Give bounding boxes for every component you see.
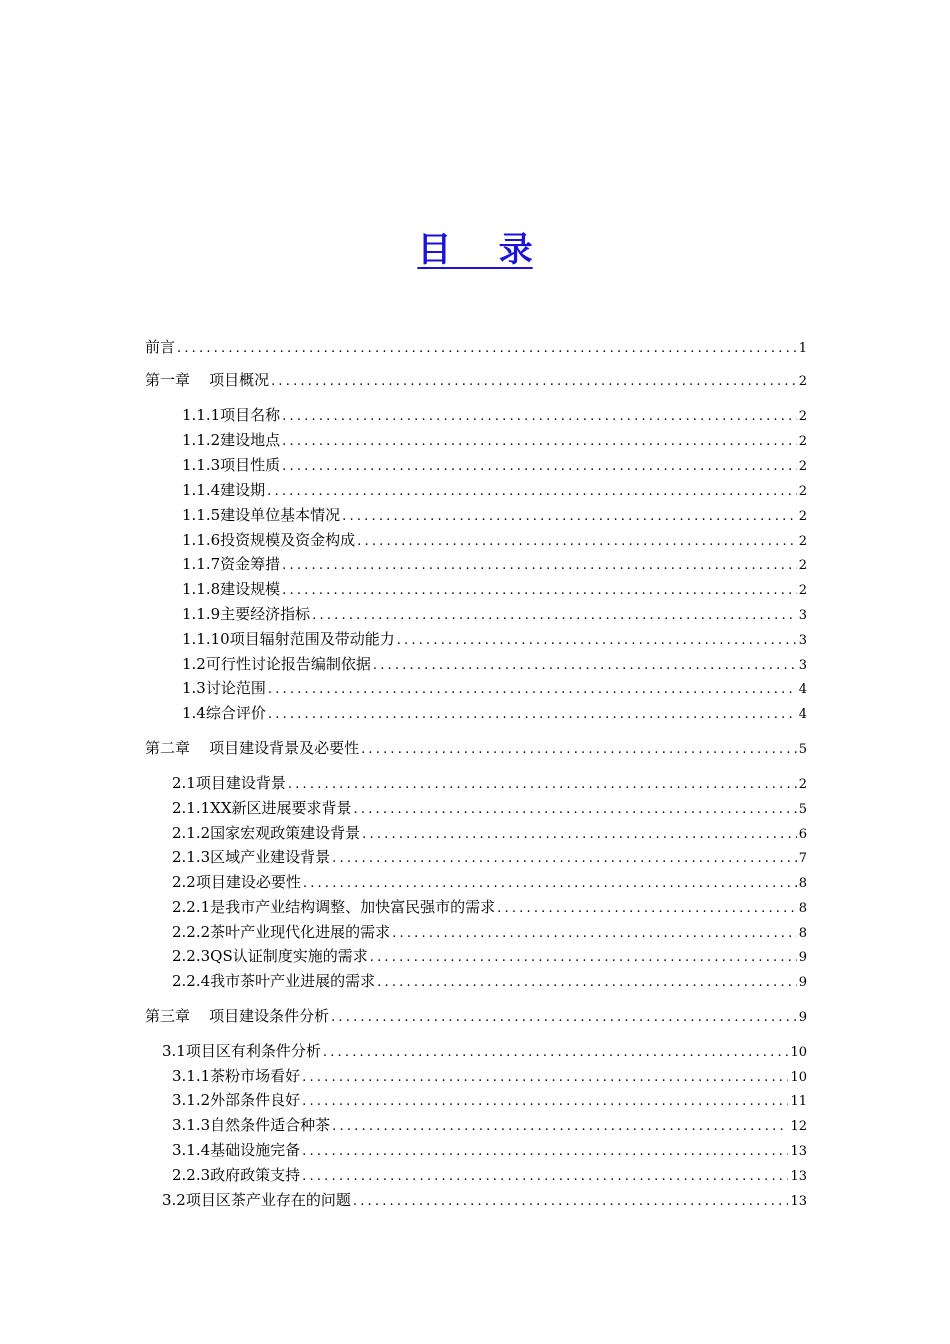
toc-entry-page: 2 xyxy=(798,409,807,424)
toc-entry[interactable] xyxy=(182,578,807,600)
dot-leader xyxy=(370,947,797,969)
toc-entry-page: 2 xyxy=(798,509,807,524)
toc-entry-page: 2 xyxy=(798,583,807,598)
toc-entry-page: 3 xyxy=(798,658,807,673)
toc-entry-label: 2.1.3区域产业建设背景 xyxy=(172,848,331,866)
toc-entry[interactable] xyxy=(172,772,807,794)
toc-entry[interactable] xyxy=(172,1065,807,1087)
toc-entry-label: 1.1.2建设地点 xyxy=(182,431,281,449)
dot-leader xyxy=(392,923,797,945)
toc-entry-page: 2 xyxy=(798,484,807,499)
dot-leader xyxy=(377,972,797,994)
toc-entry-page: 4 xyxy=(798,707,807,722)
toc-entry[interactable] xyxy=(145,369,807,391)
toc-entry[interactable] xyxy=(172,970,807,992)
page-title-text: 目 录 xyxy=(417,230,533,270)
toc-entry-page: 1 xyxy=(798,341,807,356)
toc-entry[interactable] xyxy=(182,404,807,426)
toc-entry-label: 2.2.2茶叶产业现代化进展的需求 xyxy=(172,923,391,941)
toc-entry[interactable] xyxy=(182,603,807,625)
toc-entry-label: 2.2.3政府政策支持 xyxy=(172,1166,301,1184)
toc-entry-label: 1.3讨论范围 xyxy=(182,679,266,697)
dot-leader xyxy=(177,338,797,360)
toc-entry[interactable] xyxy=(172,945,807,967)
dot-leader xyxy=(354,799,797,821)
toc-entry[interactable] xyxy=(172,921,807,943)
toc-entry-page: 3 xyxy=(798,608,807,623)
toc-entry-page: 2 xyxy=(798,534,807,549)
toc-entry[interactable] xyxy=(172,1164,807,1186)
toc-entry-label: 3.1.3自然条件适合种茶 xyxy=(172,1116,331,1134)
toc-entry-label: 2.2.3QS认证制度实施的需求 xyxy=(172,947,368,965)
toc-entry-label: 1.1.9主要经济指标 xyxy=(182,605,311,623)
toc-entry-page: 4 xyxy=(798,682,807,697)
toc-entry[interactable] xyxy=(172,846,807,868)
toc-entry-label: 第三章 项目建设条件分析 xyxy=(145,1007,330,1025)
dot-leader xyxy=(312,605,797,627)
toc-entry[interactable] xyxy=(145,336,807,358)
dot-leader xyxy=(303,873,797,895)
toc-entry-label: 第一章 项目概况 xyxy=(145,371,270,389)
dot-leader xyxy=(361,739,797,761)
toc-entry-page: 10 xyxy=(790,1070,807,1085)
toc-entry[interactable] xyxy=(182,529,807,551)
dot-leader xyxy=(302,1091,788,1113)
toc-entry-page: 8 xyxy=(798,876,807,891)
toc-entry-label: 3.1项目区有利条件分析 xyxy=(162,1042,321,1060)
toc-entry[interactable] xyxy=(172,1114,807,1136)
toc-entry-page: 2 xyxy=(798,374,807,389)
toc-entry[interactable] xyxy=(172,1139,807,1161)
dot-leader xyxy=(268,704,797,726)
toc-entry-page: 9 xyxy=(798,1010,807,1025)
toc-entry[interactable] xyxy=(182,504,807,526)
dot-leader xyxy=(271,371,797,393)
dot-leader xyxy=(323,1042,789,1064)
toc-entry-label: 2.1项目建设背景 xyxy=(172,774,286,792)
dot-leader xyxy=(282,580,797,602)
toc-entry-label: 3.1.2外部条件良好 xyxy=(172,1091,301,1109)
toc-entry-page: 6 xyxy=(798,827,807,842)
toc-entry[interactable] xyxy=(172,871,807,893)
toc-entry-label: 1.1.1项目名称 xyxy=(182,406,281,424)
dot-leader xyxy=(282,555,797,577)
toc-entry-label: 1.2可行性讨论报告编制依据 xyxy=(182,655,371,673)
toc-entry[interactable] xyxy=(172,797,807,819)
dot-leader xyxy=(302,1141,788,1163)
toc-entry-label: 1.1.6投资规模及资金构成 xyxy=(182,531,356,549)
toc-entry-page: 5 xyxy=(798,742,807,757)
toc-entry-label: 3.2项目区茶产业存在的问题 xyxy=(162,1191,351,1209)
toc-entry-label: 2.1.1XX新区进展要求背景 xyxy=(172,799,352,817)
toc-entry-label: 1.1.3项目性质 xyxy=(182,456,281,474)
toc-entry[interactable] xyxy=(182,628,807,650)
toc-entry-page: 13 xyxy=(790,1194,807,1209)
toc-entry[interactable] xyxy=(182,553,807,575)
toc-entry-page: 12 xyxy=(790,1119,807,1134)
toc-entry[interactable] xyxy=(172,822,807,844)
toc-entry-page: 7 xyxy=(798,851,807,866)
toc-entry-page: 2 xyxy=(798,777,807,792)
toc-entry-page: 13 xyxy=(790,1144,807,1159)
toc-entry-page: 13 xyxy=(790,1169,807,1184)
dot-leader xyxy=(331,1007,797,1029)
toc-entry[interactable] xyxy=(172,1089,807,1111)
toc-entry-label: 1.1.4建设期 xyxy=(182,481,266,499)
toc-entry[interactable] xyxy=(182,677,807,699)
dot-leader xyxy=(497,898,797,920)
toc-entry[interactable] xyxy=(182,653,807,675)
toc-entry[interactable] xyxy=(182,702,807,724)
toc-entry-label: 1.1.7资金筹措 xyxy=(182,555,281,573)
toc-entry-page: 3 xyxy=(798,633,807,648)
toc-entry-label: 3.1.1茶粉市场看好 xyxy=(172,1067,301,1085)
toc-entry[interactable] xyxy=(182,479,807,501)
toc-entry[interactable] xyxy=(145,1005,807,1027)
toc-entry-label: 1.4综合评价 xyxy=(182,704,266,722)
toc-entry-label: 前言 xyxy=(145,338,176,356)
dot-leader xyxy=(362,824,797,846)
dot-leader xyxy=(332,848,797,870)
toc-entry-label: 2.1.2国家宏观政策建设背景 xyxy=(172,824,361,842)
toc-entry-label: 2.2项目建设必要性 xyxy=(172,873,301,891)
toc-entry-label: 第二章 项目建设背景及必要性 xyxy=(145,739,360,757)
dot-leader xyxy=(332,1116,788,1138)
toc-entry-page: 2 xyxy=(798,558,807,573)
dot-leader xyxy=(267,481,797,503)
toc-entry[interactable] xyxy=(145,737,807,759)
dot-leader xyxy=(353,1191,789,1213)
toc-entry-page: 2 xyxy=(798,434,807,449)
toc-entry[interactable] xyxy=(162,1040,807,1062)
dot-leader xyxy=(282,456,797,478)
toc-entry-label: 1.1.8建设规模 xyxy=(182,580,281,598)
toc-entry-page: 8 xyxy=(798,901,807,916)
toc-entry-page: 2 xyxy=(798,459,807,474)
toc-entry-page: 9 xyxy=(798,950,807,965)
dot-leader xyxy=(373,655,797,677)
dot-leader xyxy=(282,431,797,453)
dot-leader xyxy=(268,679,797,701)
toc-entry-page: 11 xyxy=(790,1094,807,1109)
toc-entry[interactable] xyxy=(162,1189,807,1211)
dot-leader xyxy=(302,1166,788,1188)
toc-entry[interactable] xyxy=(172,896,807,918)
dot-leader xyxy=(397,630,797,652)
toc-entry-page: 9 xyxy=(798,975,807,990)
toc-entry-page: 5 xyxy=(798,802,807,817)
toc-entry-label: 1.1.5建设单位基本情况 xyxy=(182,506,341,524)
dot-leader xyxy=(342,506,797,528)
toc-entry-label: 3.1.4基础设施完备 xyxy=(172,1141,301,1159)
dot-leader xyxy=(302,1067,788,1089)
toc-entry-page: 8 xyxy=(798,926,807,941)
toc-entry-label: 1.1.10项目辐射范围及带动能力 xyxy=(182,630,395,648)
toc-entry-page: 10 xyxy=(790,1045,807,1060)
toc-entry[interactable] xyxy=(182,429,807,451)
dot-leader xyxy=(288,774,797,796)
dot-leader xyxy=(282,406,797,428)
toc-entry[interactable] xyxy=(182,454,807,476)
toc-entry-label: 2.2.4我市茶叶产业进展的需求 xyxy=(172,972,376,990)
dot-leader xyxy=(357,531,797,553)
toc-entry-label: 2.2.1是我市产业结构调整、加快富民强市的需求 xyxy=(172,898,496,916)
